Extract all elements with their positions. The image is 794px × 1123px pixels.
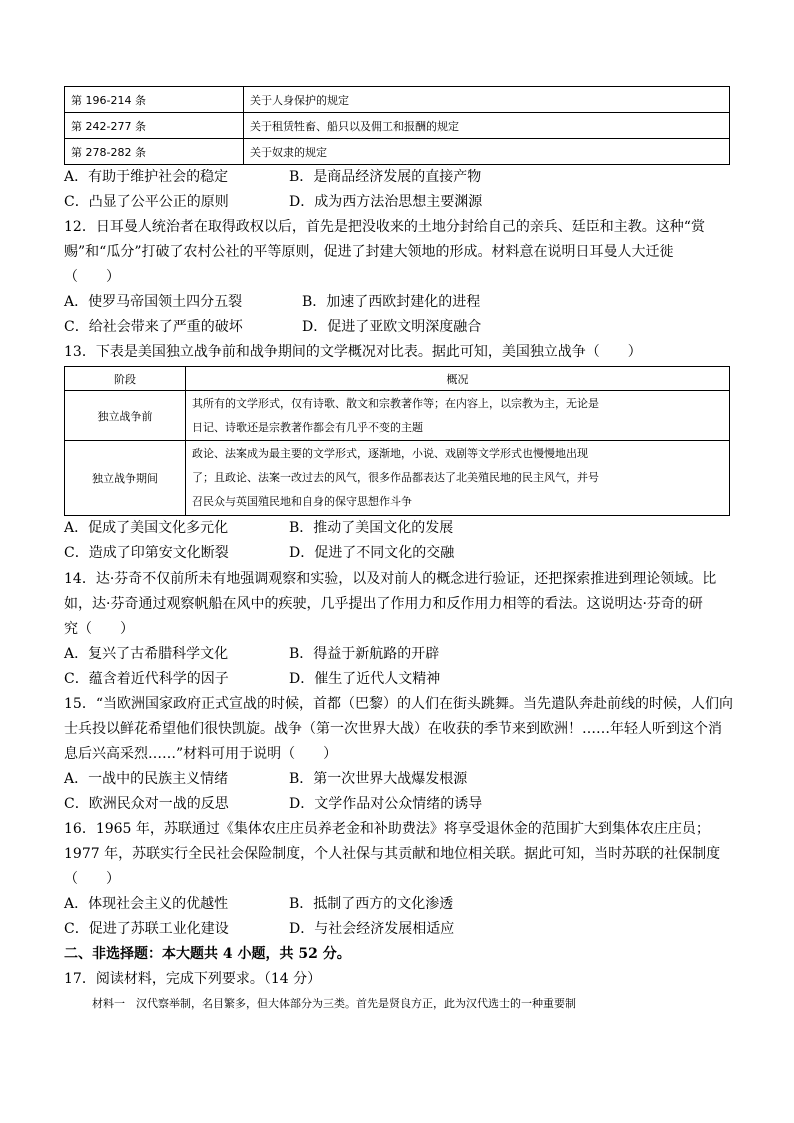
header-overview: 概况 [186, 367, 730, 391]
overview-line: 其所有的文学形式，仅有诗歌、散文和宗教著作等；在内容上，以宗教为主，无论是 [192, 396, 599, 410]
table-row [65, 391, 730, 441]
q16-option-a: A．体现社会主义的优越性 [64, 896, 229, 912]
table-row [65, 113, 730, 139]
q16-stem-line: 16．1965 年，苏联通过《集体农庄庄员养老金和补助费法》将享受退休金的范围扩大到集体农庄庄员； [64, 821, 710, 837]
laws-table [64, 86, 730, 165]
q12-option-b: B．加速了西欧封建化的进程 [302, 294, 481, 310]
overview-line: 政论、法案成为最主要的文学形式，逐渐地，小说、戏剧等文学形式也慢慢地出现 [192, 447, 588, 460]
q15-option-a: A．一战中的民族主义情绪 [64, 771, 229, 787]
q11-option-b: B．是商品经济发展的直接产物 [289, 169, 482, 185]
table-row [65, 441, 730, 516]
q13-stem-line: 13．下表是美国独立战争前和战争期间的文学概况对比表。据此可知，美国独立战争（ ） [64, 344, 642, 360]
q12-option-a: A．使罗马帝国领土四分五裂 [64, 294, 243, 310]
q15-stem-line: 息后兴高采烈……”材料可用于说明（ ） [64, 746, 338, 762]
header-stage: 阶段 [65, 367, 186, 391]
q15-option-d: D．文学作品对公众情绪的诱导 [289, 796, 483, 812]
q16-option-b: B．抵制了西方的文化渗透 [289, 896, 454, 912]
table-cell: 第 242-277 条 [65, 113, 244, 139]
q12-option-c: C．给社会带来了严重的破坏 [64, 319, 243, 335]
table-row [65, 87, 730, 113]
overview-line: 召民众与英国殖民地和自身的保守思想作斗争 [192, 495, 412, 508]
q11-option-c: C．凸显了公平公正的原则 [64, 194, 229, 210]
q11-option-d: D．成为西方法治思想主要渊源 [289, 194, 483, 210]
q11-option-a: A．有助于维护社会的稳定 [64, 169, 229, 185]
overview-line: 日记、诗歌还是宗教著作都会有几乎不变的主题 [192, 420, 423, 434]
q17-material-line: 材料一 汉代察举制，名目繁多，但大体部分为三类。首先是贤良方正，此为汉代选士的一种重要制 [92, 997, 576, 1010]
q12-stem-line: 12．日耳曼人统治者在取得政权以后，首先是把没收来的土地分封给自己的亲兵、廷臣和主教。这种“赏 [64, 219, 705, 235]
table-cell: 第 196-214 条 [65, 87, 244, 113]
q14-option-a: A．复兴了古希腊科学文化 [64, 646, 229, 662]
q13-option-d: D．促进了不同文化的交融 [289, 545, 455, 561]
q16-option-c: C．促进了苏联工业化建设 [64, 921, 229, 937]
q16-option-d: D．与社会经济发展相适应 [289, 921, 455, 937]
table-cell: 关于人身保护的规定 [244, 87, 730, 113]
q12-option-d: D．促进了亚欧文明深度融合 [302, 319, 482, 335]
q12-stem-line: （ ） [64, 269, 120, 285]
section-title: 二、非选择题：本大题共 4 小题，共 52 分。 [64, 946, 351, 962]
q14-stem-line: 如，达·芬奇通过观察帆船在风中的疾驶，几乎提出了作用力和反作用力相等的看法。这说明达·芬奇的研 [64, 596, 703, 612]
overview-line: 了；且政论、法案一改过去的风气，很多作品都表达了北美殖民地的民主风气，并号 [192, 471, 599, 484]
q15-stem-line: 士兵投以鲜花希望他们很快凯旋。战争（第一次世界大战）在收获的季节来到欧洲！……年轻人听到这个消 [64, 721, 722, 737]
q14-stem-line: 14．达·芬奇不仅前所未有地强调观察和实验，以及对前人的概念进行验证，还把探索推进到理论领域。比 [64, 571, 717, 587]
table-cell: 关于奴隶的规定 [244, 139, 730, 165]
q16-stem-line: 1977 年，苏联实行全民社会保险制度，个人社保与其贡献和地位相关联。据此可知，当时苏联的社保制度 [64, 846, 721, 862]
literature-table [64, 366, 730, 516]
overview-cell [186, 441, 730, 516]
table-cell: 关于租赁牲畜、船只以及佣工和报酬的规定 [244, 113, 730, 139]
q14-option-c: C．蕴含着近代科学的因子 [64, 671, 229, 687]
table-cell: 第 278-282 条 [65, 139, 244, 165]
stage-cell: 独立战争前 [65, 391, 186, 441]
q14-option-b: B．得益于新航路的开辟 [289, 646, 440, 662]
q17-stem-line: 17．阅读材料，完成下列要求。（14 分） [64, 971, 322, 987]
table-header-row [65, 367, 730, 391]
q13-option-c: C．造成了印第安文化断裂 [64, 545, 229, 561]
table-row [65, 139, 730, 165]
q15-option-c: C．欧洲民众对一战的反思 [64, 796, 229, 812]
q13-option-b: B．推动了美国文化的发展 [289, 520, 454, 536]
q16-stem-line: （ ） [64, 871, 120, 887]
stage-cell: 独立战争期间 [65, 441, 186, 516]
q13-option-a: A．促成了美国文化多元化 [64, 520, 229, 536]
q12-stem-line: 赐”和“瓜分”打破了农村公社的平等原则，促进了封建大领地的形成。材料意在说明日耳曼人大迁徙 [64, 244, 674, 260]
q14-option-d: D．催生了近代人文精神 [289, 671, 441, 687]
q15-stem-line: 15．“当欧洲国家政府正式宣战的时候，首都（巴黎）的人们在街头跳舞。当先遣队奔赴前线的时候，人们向 [64, 696, 733, 712]
overview-cell [186, 391, 730, 441]
q14-stem-line: 究（ ） [64, 621, 134, 637]
q15-option-b: B．第一次世界大战爆发根源 [289, 771, 468, 787]
